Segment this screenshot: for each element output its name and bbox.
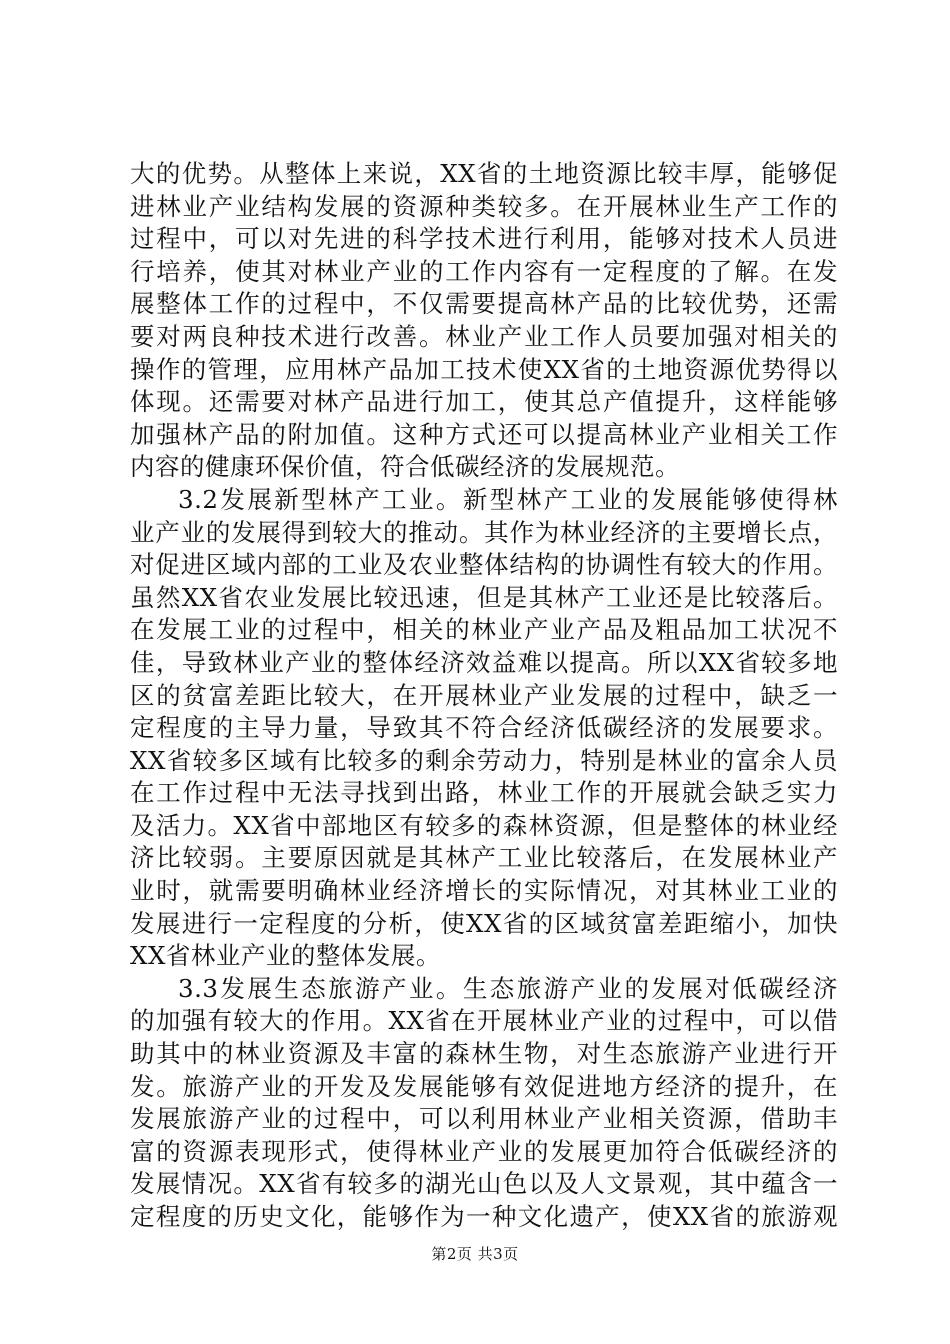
text-line: 定程度的历史文化，能够作为一种文化遗产，使XX省的旅游观 bbox=[130, 1202, 838, 1231]
text-line: 3.3发展生态旅游产业。生态旅游产业的发展对低碳经济 bbox=[178, 973, 838, 1003]
text-line: 区的贫富差距比较大，在开展林业产业发展的过程中，缺乏一 bbox=[130, 680, 838, 710]
text-line: 济比较弱。主要原因就是其林产工业比较落后，在发展林业产 bbox=[130, 843, 838, 873]
text-line: 在工作过程中无法寻找到出路，林业工作的开展就会缺乏实力 bbox=[130, 778, 838, 808]
text-line: 定程度的主导力量，导致其不符合经济低碳经济的发展要求。 bbox=[130, 713, 838, 743]
text-line: 助其中的林业资源及丰富的森林生物，对生态旅游产业进行开 bbox=[130, 1039, 838, 1069]
text-line: 发。旅游产业的开发及发展能够有效促进地方经济的提升，在 bbox=[130, 1071, 838, 1101]
text-line: 发展进行一定程度的分析，使XX省的区域贫富差距缩小，加快 bbox=[130, 908, 838, 938]
text-line: 的加强有较大的作用。XX省在开展林业产业的过程中，可以借 bbox=[130, 1006, 838, 1036]
text-line: 发展情况。XX省有较多的湖光山色以及人文景观，其中蕴含一 bbox=[130, 1169, 838, 1199]
paragraph-2 bbox=[130, 484, 838, 973]
page-footer: 第2页 共3页 bbox=[431, 1245, 519, 1263]
text-line: 对促进区域内部的工业及农业整体结构的协调性有较大的作用。 bbox=[130, 550, 838, 580]
text-line: 佳，导致林业产业的整体经济效益难以提高。所以XX省较多地 bbox=[130, 647, 838, 677]
text-line: 体现。还需要对林产品进行加工，使其总产值提升，这样能够 bbox=[130, 387, 838, 417]
paragraph-3 bbox=[130, 973, 838, 1234]
text-line: 操作的管理，应用林产品加工技术使XX省的土地资源优势得以 bbox=[130, 354, 838, 384]
paragraph-1 bbox=[130, 158, 838, 484]
text-line: 虽然XX省农业发展比较迅速，但是其林产工业还是比较落后。 bbox=[130, 582, 838, 612]
text-line: 3.2发展新型林产工业。新型林产工业的发展能够使得林 bbox=[178, 484, 838, 514]
text-line: 在发展工业的过程中，相关的林业产业产品及粗品加工状况不 bbox=[130, 615, 838, 645]
text-line: 过程中，可以对先进的科学技术进行利用，能够对技术人员进 bbox=[130, 224, 838, 254]
text-line: 业时，就需要明确林业经济增长的实际情况，对其林业工业的 bbox=[130, 876, 838, 906]
text-line: 加强林产品的附加值。这种方式还可以提高林业产业相关工作 bbox=[130, 419, 838, 449]
text-line: 及活力。XX省中部地区有较多的森林资源，但是整体的林业经 bbox=[130, 810, 838, 840]
text-line: 富的资源表现形式，使得林业产业的发展更加符合低碳经济的 bbox=[130, 1136, 838, 1166]
text-line: 展整体工作的过程中，不仅需要提高林产品的比较优势，还需 bbox=[130, 289, 838, 319]
text-line: 大的优势。从整体上来说，XX省的土地资源比较丰厚，能够促 bbox=[130, 159, 838, 188]
text-line: 要对两良种技术进行改善。林业产业工作人员要加强对相关的 bbox=[130, 321, 838, 351]
text-line: 行培养，使其对林业产业的工作内容有一定程度的了解。在发 bbox=[130, 256, 838, 286]
text-line: XX省林业产业的整体发展。 bbox=[130, 941, 441, 971]
text-line: 业产业的发展得到较大的推动。其作为林业经济的主要增长点， bbox=[130, 517, 838, 547]
text-line: 发展旅游产业的过程中，可以利用林业产业相关资源，借助丰 bbox=[130, 1104, 838, 1134]
document-body bbox=[130, 158, 838, 1234]
text-line: 内容的健康环保价值，符合低碳经济的发展规范。 bbox=[130, 452, 680, 482]
text-line: XX省较多区域有比较多的剩余劳动力，特别是林业的富余人员 bbox=[130, 745, 838, 775]
text-line: 进林业产业结构发展的资源种类较多。在开展林业生产工作的 bbox=[130, 191, 838, 221]
